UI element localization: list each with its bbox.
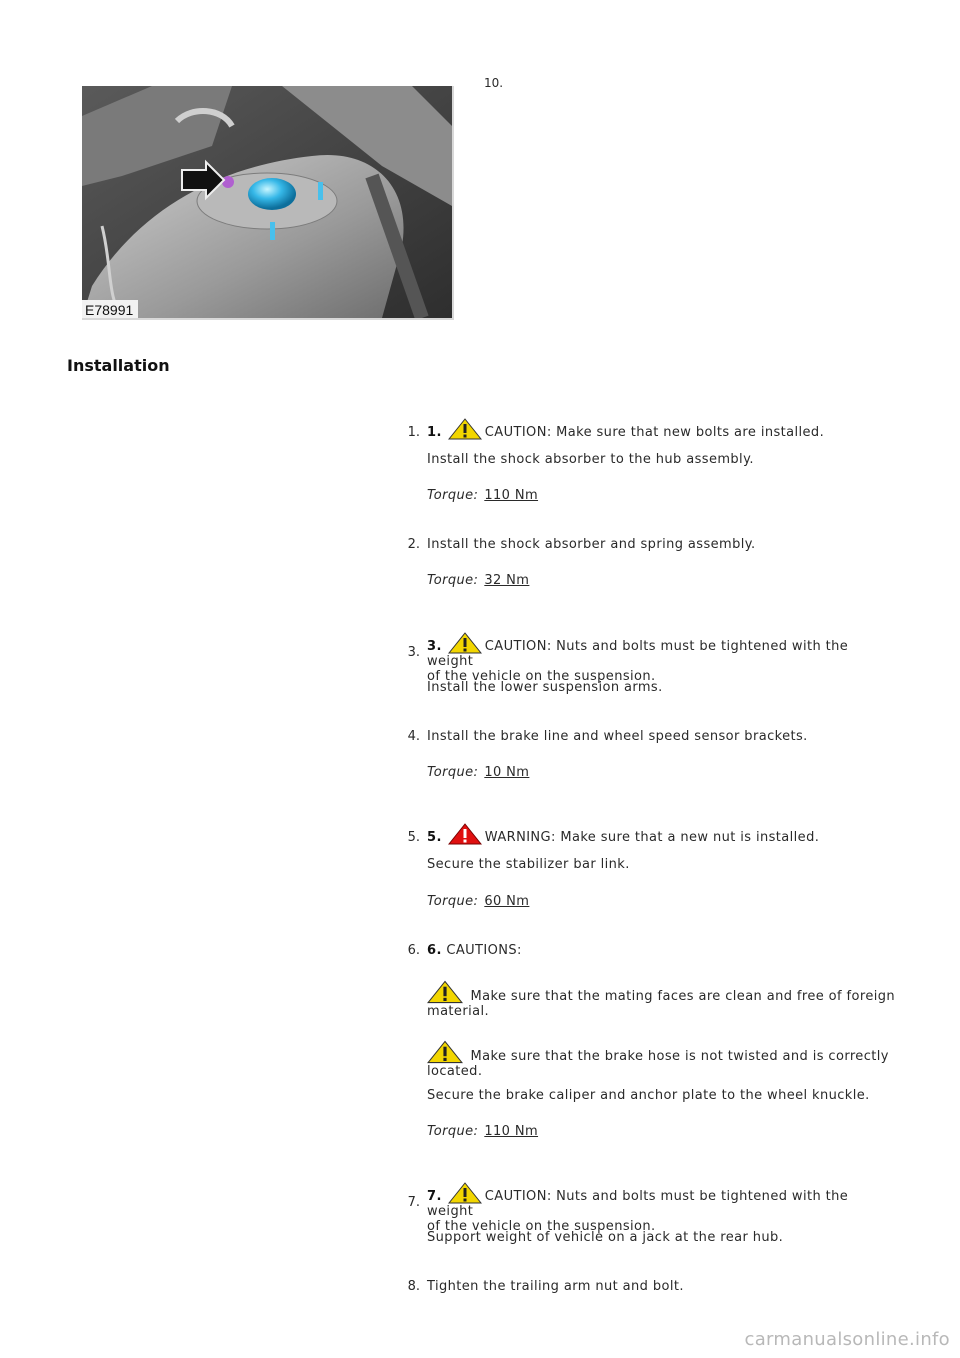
step-number: 7.: [407, 1195, 420, 1210]
step-3-warning: [427, 632, 897, 684]
step-number: 4.: [407, 729, 420, 744]
cautions-heading: CAUTIONS:: [446, 943, 522, 958]
torque-spec: [427, 894, 897, 909]
warning-text-line1: CAUTION: Nuts and bolts must be tightened with the weight: [427, 1189, 849, 1219]
step-text: Support weight of vehicle on a jack at the rear hub.: [427, 1230, 784, 1245]
step-7-warning: [427, 1182, 897, 1234]
step-bold-number: 3.: [427, 639, 442, 654]
caution-text-line2: material.: [427, 1004, 489, 1019]
torque-value: 32 Nm: [484, 573, 530, 588]
torque-value: 110 Nm: [484, 488, 539, 503]
caution-icon: [427, 980, 463, 1004]
figure-number: 10.: [484, 76, 504, 90]
step-text: Install the brake line and wheel speed sensor brackets.: [427, 729, 808, 744]
step-text: Secure the brake caliper and anchor plate to the wheel knuckle.: [427, 1088, 870, 1103]
torque-label: Torque:: [427, 765, 479, 780]
torque-spec: [427, 1124, 897, 1139]
figure-label: E78991: [85, 302, 134, 318]
step-bold-number: 7.: [427, 1189, 442, 1204]
torque-spec: [427, 765, 897, 780]
caution-item: [427, 1040, 897, 1079]
caution-icon: [448, 418, 482, 440]
torque-label: Torque:: [427, 573, 479, 588]
torque-spec: [427, 488, 897, 503]
step-text: Tighten the trailing arm nut and bolt.: [427, 1279, 684, 1294]
step-number: 6.: [407, 943, 420, 958]
torque-value: 110 Nm: [484, 1124, 539, 1139]
torque-spec: [427, 573, 897, 588]
step-text: Secure the stabilizer bar link.: [427, 857, 630, 872]
warning-text: CAUTION: Make sure that new bolts are installed.: [484, 425, 825, 440]
torque-label: Torque:: [427, 1124, 479, 1139]
caution-item: [427, 980, 897, 1019]
step-number: 5.: [407, 830, 420, 845]
step-number: 1.: [407, 425, 420, 440]
caution-text-line1: Make sure that the brake hose is not twisted and is correctly: [470, 1049, 889, 1064]
step-bold-number: 6.: [427, 943, 442, 958]
step-bold-number: 1.: [427, 425, 442, 440]
step-text: Install the shock absorber and spring assembly.: [427, 537, 756, 552]
shock-mount-illustration: [82, 86, 452, 318]
caution-icon: [448, 1182, 482, 1204]
torque-value: 60 Nm: [484, 894, 530, 909]
procedure-illustration: [82, 86, 454, 320]
step-text: Install the shock absorber to the hub assembly.: [427, 452, 754, 467]
warning-text: WARNING: Make sure that a new nut is installed.: [484, 830, 820, 845]
step-number: 8.: [407, 1279, 420, 1294]
caution-icon: [427, 1040, 463, 1064]
watermark: carmanualsonline.info: [744, 1329, 950, 1350]
caution-text-line2: located.: [427, 1064, 483, 1079]
caution-icon: [448, 632, 482, 654]
torque-label: Torque:: [427, 488, 479, 503]
torque-label: Torque:: [427, 894, 479, 909]
warning-text-line2: of the vehicle on the suspension.: [427, 1219, 656, 1234]
step-6-heading: [427, 943, 897, 958]
warning-text-line1: CAUTION: Nuts and bolts must be tightened with the weight: [427, 639, 849, 669]
caution-text-line1: Make sure that the mating faces are clean and free of foreign: [470, 989, 896, 1004]
step-number: 3.: [407, 645, 420, 660]
step-5-warning: [427, 823, 897, 845]
step-text: Install the lower suspension arms.: [427, 680, 663, 695]
section-title: Installation: [67, 356, 170, 375]
step-bold-number: 5.: [427, 830, 442, 845]
torque-value: 10 Nm: [484, 765, 530, 780]
step-1-warning: [427, 418, 897, 440]
warning-icon: [448, 823, 482, 845]
step-number: 2.: [407, 537, 420, 552]
warning-text-line2: of the vehicle on the suspension.: [427, 669, 656, 684]
